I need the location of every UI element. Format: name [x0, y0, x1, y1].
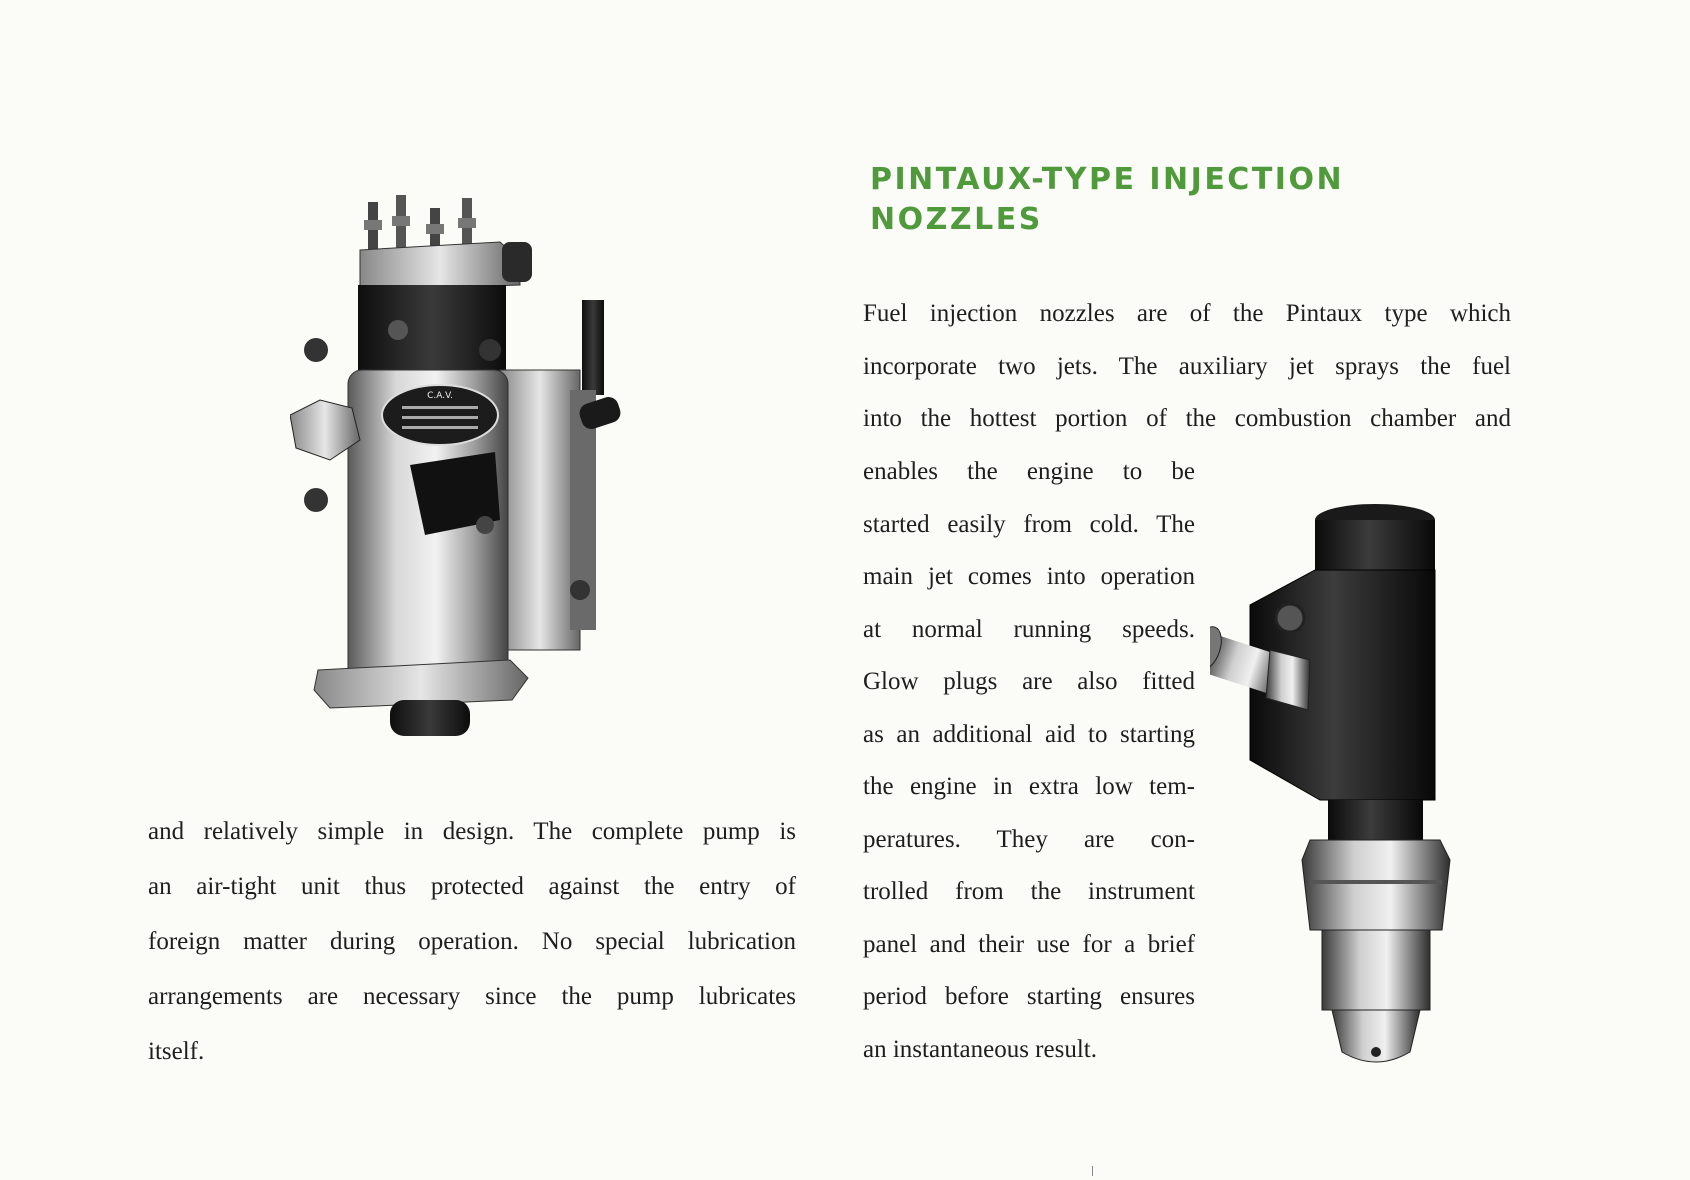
- text-line: arrangements are necessary since the pump lubricates: [148, 983, 796, 1010]
- delivery-studs: [364, 195, 476, 252]
- heading-line-2: NOZZLES: [870, 202, 1043, 237]
- nozzle-description-intro: [863, 288, 1511, 446]
- text-line: the engine in extra low tem-: [863, 773, 1195, 800]
- pump-brand-label: C.A.V.: [427, 391, 453, 401]
- text-line: trolled from the instrument: [863, 878, 1195, 905]
- text-line: started easily from cold. The: [863, 510, 1195, 538]
- text-line: itself.: [148, 1038, 205, 1065]
- text-line: main jet comes into operation: [863, 563, 1195, 590]
- text-line: into the hottest portion of the combustion chamber and: [863, 405, 1511, 432]
- text-line: peratures. They are con-: [863, 825, 1195, 853]
- text-line: and relatively simple in design. The complete pump is: [148, 818, 796, 845]
- text-line: foreign matter during operation. No special lubrication: [148, 928, 796, 955]
- text-line: an instantaneous result.: [863, 1035, 1097, 1063]
- section-heading: [870, 160, 1430, 240]
- fuel-injection-pump-illustration: [290, 190, 670, 770]
- text-line: at normal running speeds.: [863, 615, 1195, 643]
- pump-description: [148, 804, 796, 1079]
- text-line: enables the engine to be: [863, 458, 1195, 485]
- text-line: as an additional aid to starting: [863, 720, 1195, 748]
- text-line: period before starting ensures: [863, 983, 1195, 1010]
- page-fold-mark: [1092, 1166, 1093, 1176]
- pintaux-nozzle-illustration: [1210, 500, 1520, 1070]
- text-line: incorporate two jets. The auxiliary jet sprays the fuel: [863, 352, 1511, 380]
- nozzle-description-wrapped: [863, 446, 1195, 1076]
- text-line: Fuel injection nozzles are of the Pintaux type which: [863, 300, 1511, 327]
- text-line: panel and their use for a brief: [863, 930, 1195, 958]
- text-line: Glow plugs are also fitted: [863, 668, 1195, 695]
- heading-line-1: PINTAUX-TYPE INJECTION: [870, 162, 1345, 197]
- text-line: an air-tight unit thus protected against the entry of: [148, 873, 796, 900]
